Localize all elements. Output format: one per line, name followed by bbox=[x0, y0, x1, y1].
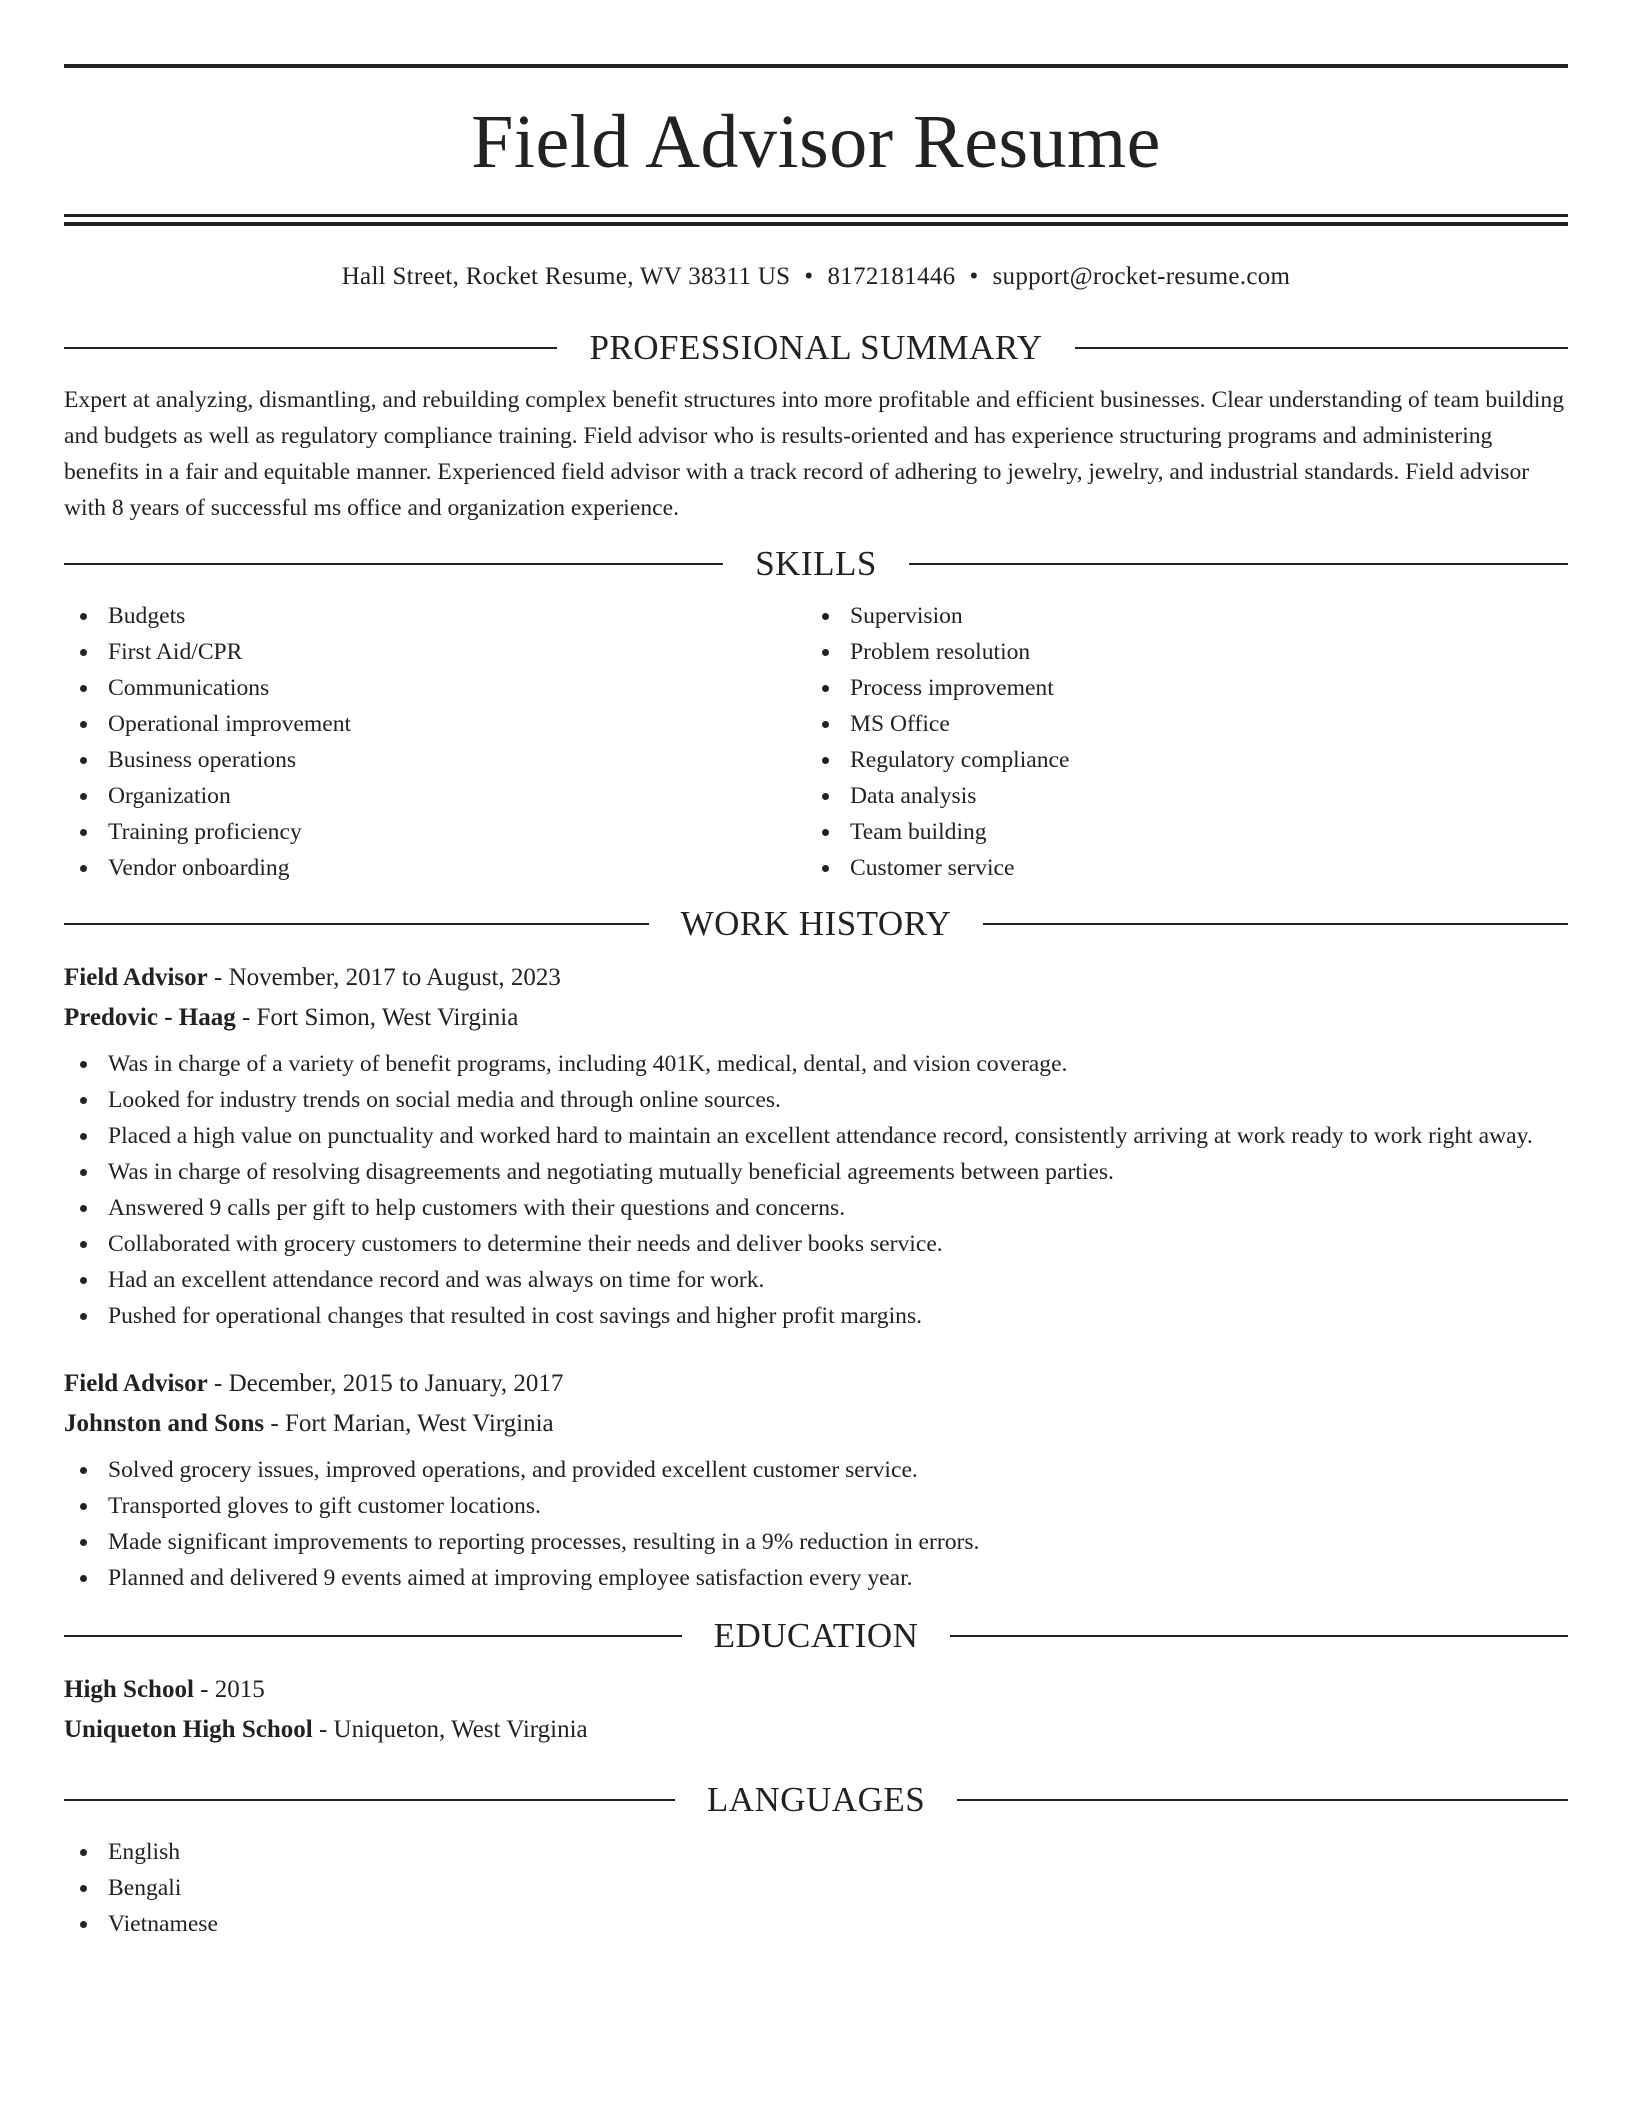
languages-list bbox=[64, 1834, 1568, 1942]
language-item: Bengali bbox=[64, 1870, 1568, 1906]
education-school-line bbox=[64, 1710, 1568, 1750]
job-location: - Fort Marian, West Virginia bbox=[264, 1410, 554, 1437]
skill-item: Regulatory compliance bbox=[806, 742, 1548, 778]
skill-item: MS Office bbox=[806, 706, 1548, 742]
section-rule bbox=[64, 923, 649, 925]
section-title: LANGUAGES bbox=[706, 1780, 926, 1819]
skill-item: Process improvement bbox=[806, 670, 1548, 706]
language-item: English bbox=[64, 1834, 1568, 1870]
section-rule bbox=[983, 923, 1568, 925]
resume-page bbox=[64, 64, 1568, 1942]
job-bullet: Had an excellent attendance record and was always on time for work. bbox=[64, 1262, 1568, 1298]
language-item: Vietnamese bbox=[64, 1906, 1568, 1942]
education-degree: High School bbox=[64, 1676, 194, 1703]
summary-text: Expert at analyzing, dismantling, and rebuilding complex benefit structures into more profitable and efficient businesses. Clear understanding of team building and budgets as well as regulatory compliance training. Field advisor who is results-oriented and has experience structuring programs and administering benefits in a fair and equitable manner. Experienced field advisor with a track record of adhering to jewelry, jewelry, and industrial standards. Field advisor with 8 years of successful ms office and organization experience. bbox=[64, 387, 1564, 521]
section-header-skills bbox=[64, 540, 1568, 588]
job-bullets bbox=[64, 1046, 1568, 1334]
skills-column-right bbox=[806, 598, 1548, 886]
skill-item: Problem resolution bbox=[806, 634, 1548, 670]
skill-item: Organization bbox=[64, 778, 806, 814]
skill-item: Communications bbox=[64, 670, 806, 706]
job-company: Johnston and Sons bbox=[64, 1410, 265, 1437]
skill-item: Supervision bbox=[806, 598, 1548, 634]
section-header-summary bbox=[64, 324, 1568, 372]
job-dates: - November, 2017 to August, 2023 bbox=[207, 964, 561, 991]
job-title: Field Advisor bbox=[64, 964, 208, 991]
section-title: PROFESSIONAL SUMMARY bbox=[589, 328, 1043, 367]
job-entry bbox=[64, 1364, 1568, 1596]
skills-column-left bbox=[64, 598, 806, 886]
contact-email: support@rocket-resume.com bbox=[992, 263, 1291, 290]
job-title: Field Advisor bbox=[64, 1370, 208, 1397]
skills-list bbox=[64, 598, 1568, 886]
education-school: Uniqueton High School bbox=[64, 1716, 313, 1743]
skill-item: Budgets bbox=[64, 598, 806, 634]
job-entry bbox=[64, 958, 1568, 1334]
skill-item: First Aid/CPR bbox=[64, 634, 806, 670]
job-bullet: Transported gloves to gift customer locations. bbox=[64, 1488, 1568, 1524]
section-title: EDUCATION bbox=[713, 1616, 919, 1655]
top-rule bbox=[64, 64, 1568, 68]
section-title: SKILLS bbox=[755, 544, 877, 583]
job-title-line bbox=[64, 958, 1568, 998]
resume-title: Field Advisor Resume bbox=[471, 100, 1161, 184]
contact-address: Hall Street, Rocket Resume, WV 38311 US bbox=[341, 263, 791, 290]
job-bullet: Was in charge of resolving disagreements and negotiating mutually beneficial agreements between parties. bbox=[64, 1154, 1568, 1190]
education-location: - Uniqueton, West Virginia bbox=[312, 1716, 588, 1743]
section-rule bbox=[909, 563, 1568, 565]
job-bullet: Planned and delivered 9 events aimed at improving employee satisfaction every year. bbox=[64, 1560, 1568, 1596]
job-bullet: Was in charge of a variety of benefit programs, including 401K, medical, dental, and vision coverage. bbox=[64, 1046, 1568, 1082]
skill-item: Vendor onboarding bbox=[64, 850, 806, 886]
skill-item: Operational improvement bbox=[64, 706, 806, 742]
section-rule bbox=[64, 1799, 675, 1801]
job-bullet: Collaborated with grocery customers to determine their needs and deliver books service. bbox=[64, 1226, 1568, 1262]
contact-separator: • bbox=[804, 263, 814, 290]
section-rule bbox=[957, 1799, 1568, 1801]
section-header-work bbox=[64, 900, 1568, 948]
section-rule bbox=[64, 1635, 682, 1637]
job-bullet: Solved grocery issues, improved operations, and provided excellent customer service. bbox=[64, 1452, 1568, 1488]
contact-separator: • bbox=[969, 263, 979, 290]
job-company-line bbox=[64, 1404, 1568, 1444]
job-bullet: Made significant improvements to reporting processes, resulting in a 9% reduction in errors. bbox=[64, 1524, 1568, 1560]
section-rule bbox=[950, 1635, 1568, 1637]
job-location: - Fort Simon, West Virginia bbox=[235, 1004, 519, 1031]
job-company: Predovic - Haag bbox=[64, 1004, 236, 1031]
job-title-line bbox=[64, 1364, 1568, 1404]
skill-item: Training proficiency bbox=[64, 814, 806, 850]
skill-item: Data analysis bbox=[806, 778, 1548, 814]
section-rule bbox=[64, 563, 723, 565]
section-header-languages bbox=[64, 1776, 1568, 1824]
section-header-education bbox=[64, 1612, 1568, 1660]
skill-item: Business operations bbox=[64, 742, 806, 778]
education-degree-line bbox=[64, 1670, 1568, 1710]
job-bullet: Pushed for operational changes that resulted in cost savings and higher profit margins. bbox=[64, 1298, 1568, 1334]
education-entry bbox=[64, 1670, 1568, 1750]
job-bullet: Looked for industry trends on social media and through online sources. bbox=[64, 1082, 1568, 1118]
skill-item: Customer service bbox=[806, 850, 1548, 886]
title-double-rule bbox=[64, 214, 1568, 226]
contact-phone: 8172181446 bbox=[827, 263, 956, 290]
section-rule bbox=[64, 347, 557, 349]
job-bullets bbox=[64, 1452, 1568, 1596]
job-bullet: Placed a high value on punctuality and worked hard to maintain an excellent attendance record, consistently arriving at work ready to work right away. bbox=[64, 1118, 1568, 1154]
job-company-line bbox=[64, 998, 1568, 1038]
job-dates: - December, 2015 to January, 2017 bbox=[207, 1370, 564, 1397]
section-title: WORK HISTORY bbox=[680, 904, 952, 943]
skill-item: Team building bbox=[806, 814, 1548, 850]
job-bullet: Answered 9 calls per gift to help customers with their questions and concerns. bbox=[64, 1190, 1568, 1226]
section-rule bbox=[1075, 347, 1568, 349]
education-year: - 2015 bbox=[193, 1676, 265, 1703]
contact-line bbox=[64, 260, 1568, 294]
